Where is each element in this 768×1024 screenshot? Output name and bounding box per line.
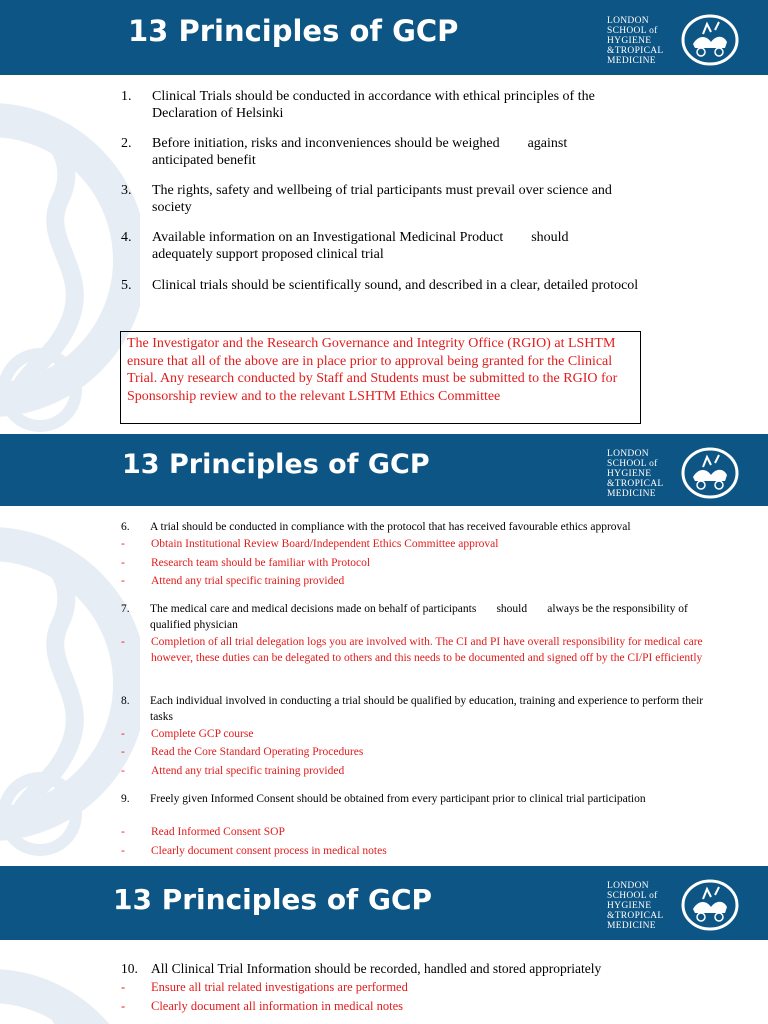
logo-wordmark: LONDON SCHOOL of HYGIENE &TROPICAL MEDICINE [607,881,664,931]
sub-point-text: Read the Core Standard Operating Procedures [151,746,364,758]
sub-point-text: Obtain Institutional Review Board/Independent Ethics Committee approval [151,538,499,550]
slide-header [0,0,768,75]
principle-number: 10. [121,961,138,976]
slide-title: 13 Principles of GCP [122,449,430,480]
principle-number: 6. [121,521,130,533]
slide-3: 13 Principles of GCP LONDON SCHOOL of HYGIENE &TROPICAL MEDICINE 10. All Clinical Trial Information should be recorded, handled and stored appropriately - Ensure all trial related investigations are performed - Clearly document all information in medical notes [0,866,768,1024]
sub-point-text: Complete GCP course [151,728,254,740]
principle-text: Before initiation, risks and inconveniences should be weighed against anticipated benefit [152,136,571,168]
sub-point-text: Attend any trial specific training provided [151,575,345,587]
watermark-seal [0,936,140,1024]
slide-title: 13 Principles of GCP [113,883,433,916]
principle-text: Freely given Informed Consent should be obtained from every participant prior to clinical trial participation [150,793,646,805]
principle-text: A trial should be conducted in compliance with the protocol that has received favourable ethics approval [150,521,631,533]
principle-text: All Clinical Trial Information should be recorded, handled and stored appropriately [151,961,602,976]
principle-number: 2. [121,136,132,151]
slide-header [0,866,768,940]
principle-number: 8. [121,695,130,707]
slide-header [0,434,768,506]
logo-seal-icon [681,879,739,931]
logo-seal-icon [681,447,739,499]
logo-seal-icon [681,14,739,66]
logo-wordmark: LONDON SCHOOL of HYGIENE &TROPICAL MEDICINE [607,16,664,66]
sub-point-text: Research team should be familiar with Protocol [151,557,371,569]
principle-number: 5. [121,278,132,293]
principle-text: The medical care and medical decisions made on behalf of participants should always be the responsibility of qualified physician [150,603,691,631]
slide-title: 13 Principles of GCP [128,14,459,48]
rgio-note-text: The Investigator and the Research Governance and Integrity Office (RGIO) at LSHTM ensure that all of the above are in place prior to approval being granted for the Clinical Trial. Any research conducted by Staff and Students must be submitted to the RGIO for Sponsorship review and to the relevant LSHTM Ethics Committee [127,336,618,404]
sub-point-text: Clearly document all information in medical notes [151,999,404,1013]
watermark-seal [0,494,140,864]
slide-2: 13 Principles of GCP LONDON SCHOOL of HYGIENE &TROPICAL MEDICINE 6. A trial should be conducted in compliance with the protocol that has received favourable ethics approval - Obtain Institutional Review Board/Independent Ethics Committee approval - Research team should be familiar with Protocol - Attend any trial specific training provided 7. The medical care and medical decisions made on behalf of participants should always be the responsibility of qualified physician - Completion of all trial delegation logs you are involved with. The CI and PI have overall responsibility for medical care however, these duties can be delegated to others and this needs to be documented and signed off by the CI/PI efficiently 8. Each individual involved in conducting a trial should be qualified by education, training and experience to perform their tasks - Complete GCP course - Read the Core Standard Operating Procedures - Attend any trial specific training provided 9. Freely given Informed Consent should be obtained from every participant prior to clinical trial participation - Read Informed Consent SOP - Clearly document consent process in medical notes [0,434,768,864]
principle-text: Available information on an Investigational Medicinal Product should adequately support proposed clinical trial [152,230,573,262]
principle-text: The rights, safety and wellbeing of trial participants must prevail over science and society [152,183,612,215]
principle-text: Clinical trials should be scientifically sound, and described in a clear, detailed protocol [152,278,639,293]
sub-point-text: Attend any trial specific training provided [151,765,345,777]
logo-wordmark: LONDON SCHOOL of HYGIENE &TROPICAL MEDICINE [607,449,664,499]
watermark-seal [0,70,140,432]
principle-text: Clinical Trials should be conducted in accordance with ethical principles of the Declaration of Helsinki [152,89,595,121]
principle-number: 7. [121,603,130,615]
principle-text: Each individual involved in conducting a trial should be qualified by education, training and experience to perform their tasks [150,695,704,723]
principle-number: 3. [121,183,132,198]
slide-1 [0,0,768,432]
sub-point-text: Completion of all trial delegation logs you are involved with. The CI and PI have overall responsibility for medical care however, these duties can be delegated to others and this needs to be documented and signed off by the CI/PI efficiently [151,636,703,664]
sub-point-text: Read Informed Consent SOP [151,826,285,838]
rgio-note-box [120,331,641,424]
principle-number: 1. [121,89,132,104]
principle-number: 4. [121,230,132,245]
sub-point-text: Ensure all trial related investigations are performed [151,980,408,994]
principle-number: 9. [121,793,130,805]
sub-point-text: Clearly document consent process in medical notes [151,845,387,857]
